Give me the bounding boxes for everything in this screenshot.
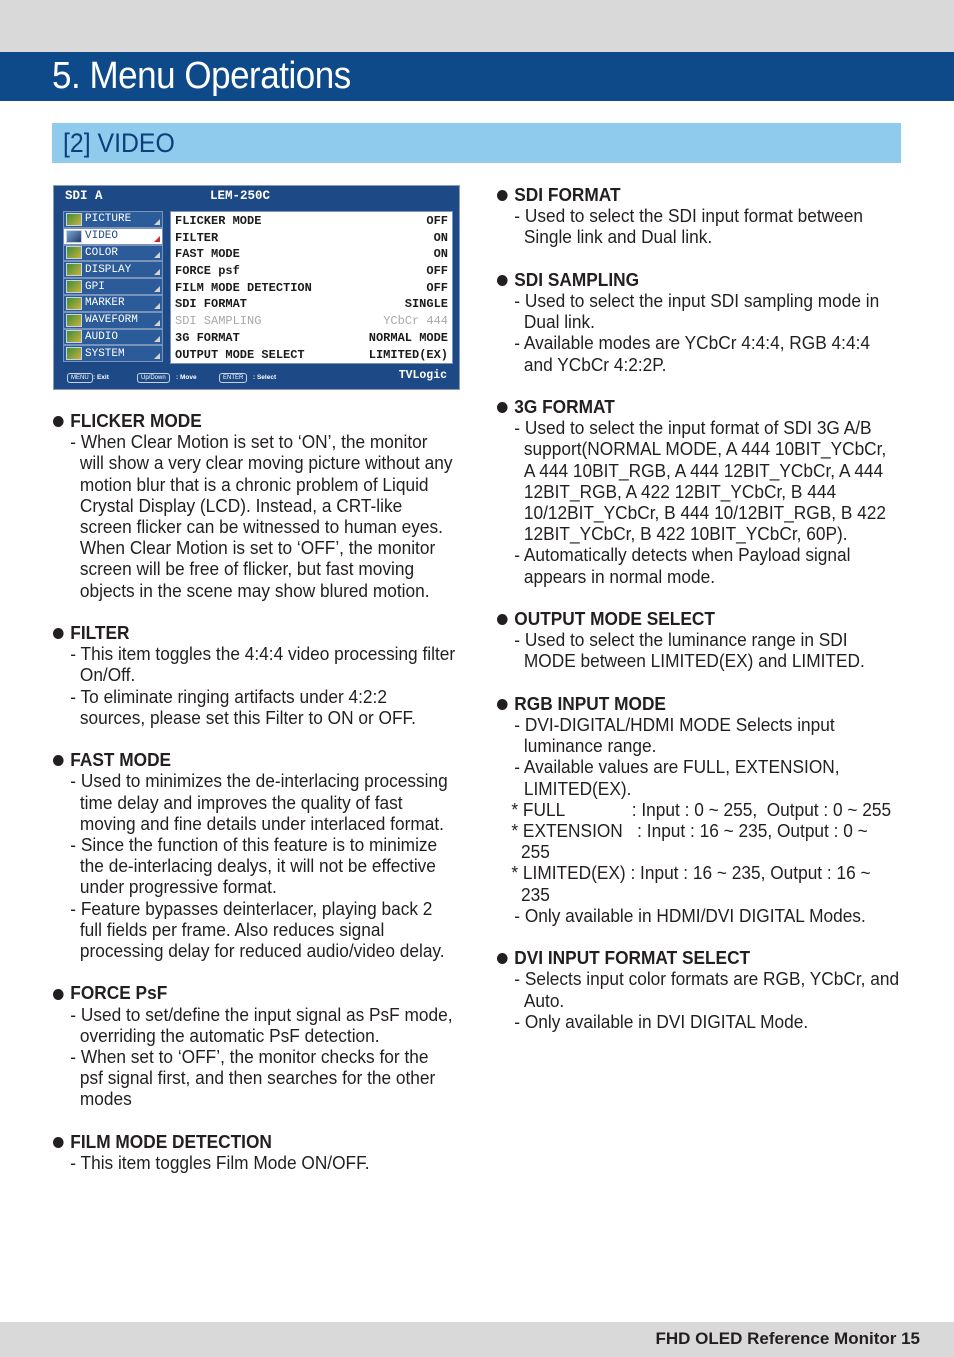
item-heading [53,983,456,1004]
item-line: - Only available in HDMI/DVI DIGITAL Modes. [514,905,866,926]
menu-item-description [497,948,903,1033]
osd-setting-name: OUTPUT MODE SELECT [175,347,305,362]
item-heading [497,948,900,969]
bullet-icon [497,953,508,964]
section-title-bar [52,123,901,163]
osd-settings-list [170,211,453,364]
color-icon [66,246,82,259]
osd-setting-row [175,213,448,230]
menu-key: MENU [67,373,93,383]
audio-icon [66,330,82,343]
menu-item-description [53,411,456,602]
osd-setting-name: 3G FORMAT [175,330,240,345]
tab-corner-icon [154,252,160,258]
tab-corner-icon [154,286,160,292]
item-line: - Only available in DVI DIGITAL Mode. [514,1011,809,1032]
osd-menu-screenshot [53,185,460,390]
bullet-icon [53,755,64,766]
tab-corner-icon [154,219,160,225]
page-title-bar [0,52,954,101]
item-line: - To eliminate ringing artifacts under 4:2:2 sources, please set this Filter to ON or OFF. [70,686,416,728]
right-column [497,185,903,1054]
tab-corner-icon [154,336,160,342]
bullet-icon [497,275,508,286]
osd-setting-row [175,296,448,313]
tab-corner-icon [154,236,160,242]
section-title: [2] VIDEO [63,128,175,158]
item-heading [53,623,456,644]
menu-key-desc: : Exit [93,374,109,381]
osd-tab-color [63,245,163,262]
bullet-icon [53,416,64,427]
menu-item-description [497,185,900,249]
osd-tab-label: PICTURE [85,213,132,226]
osd-setting-name: SDI FORMAT [175,297,248,312]
osd-setting-row [175,280,448,297]
waveform-icon [66,314,82,327]
item-line: - Used to select the SDI input format between Single link and Dual link. [514,206,868,248]
osd-setting-value: ON [433,247,448,262]
page-footer [0,1322,954,1357]
osd-tab-label: MARKER [85,297,125,310]
tab-corner-icon [154,320,160,326]
item-title: 3G FORMAT [514,397,615,417]
tab-corner-icon [154,303,160,309]
bullet-icon [53,989,64,1000]
osd-tab-audio [63,329,163,346]
updown-key: Up/Down [137,373,170,383]
item-line: - This item toggles the 4:4:4 video processing filter On/Off. [70,644,460,686]
osd-setting-row [175,347,448,364]
osd-setting-name: FAST MODE [175,247,240,262]
marker-icon [66,297,82,310]
osd-setting-name: FLICKER MODE [175,214,262,228]
osd-setting-name: SDI SAMPLING [175,314,262,329]
osd-tab-system [63,345,163,362]
menu-item-description [53,750,456,962]
item-heading [53,750,456,771]
osd-tab-label: AUDIO [85,330,119,343]
osd-setting-row [175,313,448,330]
enter-key: ENTER [219,373,247,383]
osd-setting-row [175,330,448,347]
item-line: - Since the function of this feature is to minimize the de-interlacing dealys, it will not be effective under progressive format. [70,835,442,898]
item-range-line: * FULL : Input : 0 ~ 255, Output : 0 ~ 255 [511,799,892,820]
item-title: FILTER [70,623,130,644]
gpi-icon [66,280,82,293]
item-line: - Available modes are YCbCr 4:4:4, RGB 4:4:4 and YCbCr 4:2:2P. [514,333,875,375]
osd-footer [65,371,455,385]
menu-item-description [53,623,460,729]
osd-setting-value: YCbCr 444 [383,314,448,329]
osd-setting-value: LIMITED(EX) [368,347,448,362]
item-title: FILM MODE DETECTION [70,1131,272,1152]
bullet-icon [497,402,508,413]
system-icon [66,347,82,360]
osd-brand-logo: TVLogic [398,369,447,382]
osd-tab-label: GPI [85,280,105,293]
menu-item-description [497,397,900,588]
menu-item-description [497,270,900,376]
menu-item-description [53,983,456,1110]
item-heading [497,185,900,206]
video-icon [66,230,82,243]
footer-text: FHD OLED Reference Monitor 15 [655,1329,920,1348]
menu-item-description [497,609,900,673]
item-heading [497,270,900,291]
osd-setting-value: OFF [426,280,448,295]
item-line: - When Clear Motion is set to ‘ON’, the monitor will show a very clear moving picture without any motion blur that is a chronic problem of Liquid Crystal Display (LCD). Instead, a CRT-like screen flicker can be witnessed to human eyes. When Clear Motion is set to ‘OFF’, the monitor screen will be free of flicker, but fast moving objects in the scene may show blured motion. [70,432,458,601]
item-heading [53,1132,456,1153]
item-line: - Available values are FULL, EXTENSION, LIMITED(EX). [514,757,845,799]
osd-setting-value: OFF [426,214,448,228]
menu-item-description [53,1132,456,1174]
item-line: - Used to select the input format of SDI 3G A/B support(NORMAL MODE, A 444 10BIT_YCbCr, A 444 10BIT_RGB, A 444 12BIT_YCbCr, A 444 12BIT_RGB, A 422 12BIT_YCbCr, B 444 10/12BIT_YCbCr, B 444 10/12BIT_RGB, B 422 12BIT_YCbCr, B 422 10BIT_YCbCr, 60P). [514,418,891,545]
item-line: - Used to minimizes the de-interlacing processing time delay and improves the quality of fast moving and fine details under interlaced format. [70,771,453,834]
bullet-icon [497,190,508,201]
osd-setting-value: NORMAL MODE [368,330,448,345]
item-title: RGB INPUT MODE [514,693,666,714]
item-heading [497,397,900,418]
item-range-line: * EXTENSION : Input : 16 ~ 235, Output : 0 ~ 255 [511,821,873,863]
item-heading [53,411,456,432]
osd-setting-name: FORCE psf [175,264,240,279]
item-line: - Selects input color formats are RGB, YCbCr, and Auto. [514,969,903,1011]
item-range-line: * LIMITED(EX) : Input : 16 ~ 235, Output : 16 ~ 235 [511,863,876,905]
item-line: - Used to select the luminance range in SDI MODE between LIMITED(EX) and LIMITED. [514,630,865,672]
enter-key-desc: : Select [253,374,277,381]
left-column [53,411,460,1195]
osd-setting-value: ON [433,230,448,245]
top-decor-strip [0,0,954,52]
display-icon [66,263,82,276]
item-line: - Automatically detects when Payload signal appears in normal mode. [514,545,856,587]
osd-tab-label: WAVEFORM [85,314,138,327]
bullet-icon [497,699,508,710]
item-title: SDI SAMPLING [514,269,640,290]
osd-tab-label: VIDEO [85,230,119,243]
bullet-icon [497,614,508,625]
item-title: FORCE PsF [70,983,168,1004]
osd-tab-waveform [63,312,163,329]
osd-model-label: LEM-250C [210,189,271,203]
osd-tab-picture [63,211,163,228]
osd-setting-row [175,263,448,280]
osd-tab-label: DISPLAY [85,263,132,276]
picture-icon [66,213,82,226]
item-line: - Feature bypasses deinterlacer, playing back 2 full fields per frame. Also reduces signal processing delay for reduced audio/video delay. [70,898,445,962]
tab-corner-icon [154,269,160,275]
osd-setting-value: SINGLE [404,297,448,312]
item-line: - This item toggles Film Mode ON/OFF. [70,1153,370,1174]
osd-setting-row [175,246,448,263]
item-title: OUTPUT MODE SELECT [514,609,715,630]
bullet-icon [53,1137,64,1148]
osd-tab-video [63,228,163,245]
osd-tab-gpi [63,278,163,295]
tab-corner-icon [154,353,160,359]
item-heading [497,694,900,715]
osd-input-label: SDI A [65,189,103,203]
item-line: - DVI-DIGITAL/HDMI MODE Selects input luminance range. [514,715,840,757]
osd-setting-name: FILM MODE DETECTION [175,280,312,295]
osd-tab-marker [63,295,163,312]
osd-tab-label: SYSTEM [85,347,125,360]
item-title: FLICKER MODE [70,411,202,431]
item-title: FAST MODE [70,750,172,771]
updown-key-desc: : Move [176,374,197,381]
osd-setting-name: FILTER [175,230,219,245]
osd-tab-label: COLOR [85,246,119,259]
osd-setting-row [175,230,448,247]
item-line: - Used to set/define the input signal as PsF mode, overriding the automatic PsF detection. [70,1004,458,1046]
osd-tab-list [63,211,163,362]
page-title: 5. Menu Operations [52,55,351,97]
item-line: - Used to select the input SDI sampling mode in Dual link. [514,291,885,333]
item-title: SDI FORMAT [514,185,621,205]
item-title: DVI INPUT FORMAT SELECT [514,948,751,969]
menu-item-description [497,694,900,927]
item-line: - When set to ‘OFF’, the monitor checks for the psf signal first, and then searches for the other modes [70,1047,441,1110]
osd-setting-value: OFF [426,264,448,279]
osd-tab-display [63,261,163,278]
bullet-icon [53,628,64,639]
item-heading [497,609,900,630]
